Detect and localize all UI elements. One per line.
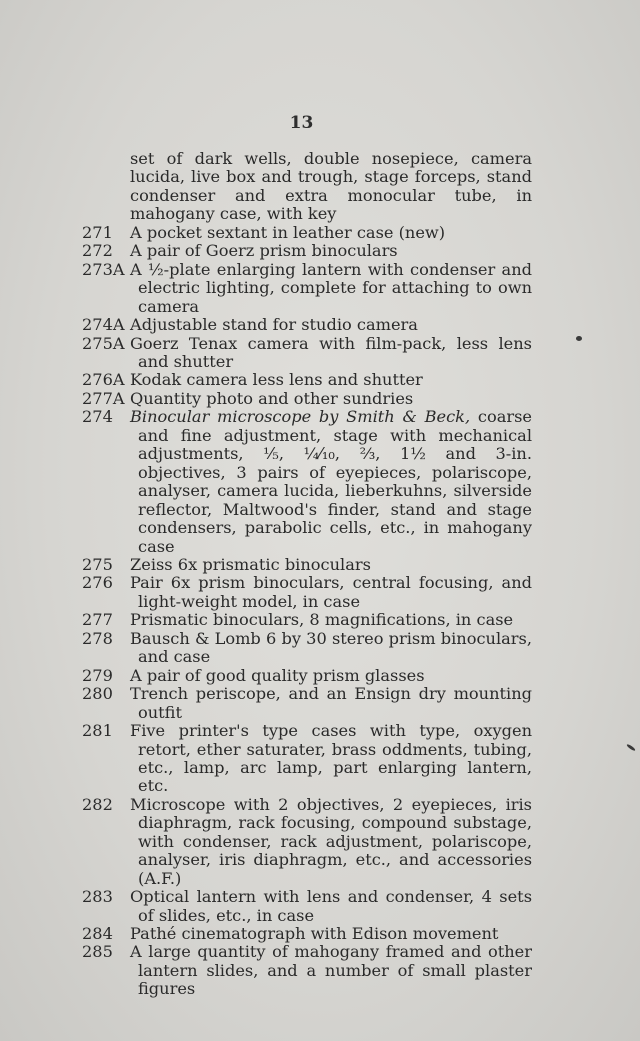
lot-description: Goerz Tenax camera with film-pack, less lens and shutter	[130, 333, 532, 371]
list-item	[82, 722, 532, 796]
list-item	[82, 943, 532, 998]
lot-number: 271	[82, 222, 113, 242]
paper-speck	[576, 336, 582, 341]
list-item	[82, 630, 532, 667]
lot-number: 275	[82, 554, 113, 574]
lot-description: Pathé cinematograph with Edison movement	[130, 924, 499, 944]
lot-number: 283	[82, 887, 113, 907]
list-item	[82, 796, 532, 888]
lot-description: Optical lantern with lens and condenser, 4 sets of slides, etc., in case	[130, 887, 532, 925]
lot-description: A pocket sextant in leather case (new)	[130, 222, 446, 242]
lot-description: A pair of Goerz prism binoculars	[130, 241, 398, 261]
list-item	[82, 611, 532, 629]
lot-description: Microscope with 2 objectives, 2 eyepieces, iris diaphragm, rack focusing, compound substage, with condenser, rack adjustment, polariscope, analyser, iris diaphragm, etc., and accessories (A.F.)	[130, 794, 532, 888]
list-item	[82, 335, 532, 372]
list-item	[82, 408, 532, 556]
list-item	[82, 390, 532, 408]
lot-title: Binocular microscope by Smith & Beck,	[130, 407, 471, 427]
lot-number: 277A	[82, 388, 125, 408]
lot-number: 272	[82, 241, 113, 261]
lot-description: set of dark wells, double nosepiece, camera lucida, live box and trough, stage forceps, stand condenser and extra monocular tube, in mahogany case, with key	[130, 149, 532, 224]
list-item	[82, 556, 532, 574]
lot-number: 276	[82, 573, 113, 593]
list-item	[82, 685, 532, 722]
lot-number: 282	[82, 794, 113, 814]
lot-description: Zeiss 6x prismatic binoculars	[130, 554, 371, 574]
lot-description: Kodak camera less lens and shutter	[130, 370, 423, 390]
lot-number: 280	[82, 684, 113, 704]
lot-number: 279	[82, 665, 113, 685]
list-item	[82, 888, 532, 925]
lot-number: 277	[82, 610, 113, 630]
list-item	[82, 150, 532, 224]
list-item	[82, 574, 532, 611]
list-item	[82, 371, 532, 389]
list-item	[82, 261, 532, 316]
paper-speck	[626, 743, 636, 751]
lot-number: 285	[82, 942, 113, 962]
lot-description: Bausch & Lomb 6 by 30 stereo prism binoculars, and case	[130, 628, 532, 667]
lot-description: Prismatic binoculars, 8 magnifications, in case	[130, 610, 514, 630]
lot-number: 276A	[82, 370, 125, 390]
lot-list	[82, 150, 532, 999]
lot-description: A ½-plate enlarging lantern with condenser and electric lighting, complete for attaching to own camera	[130, 259, 532, 316]
lot-description: Pair 6x prism binoculars, central focusing, and light-weight model, in case	[130, 573, 532, 611]
lot-description: Five printer's type cases with type, oxygen retort, ether saturater, brass oddments, tubing, etc., lamp, arc lamp, part enlarging lantern, etc.	[130, 721, 532, 796]
lot-description: A pair of good quality prism glasses	[130, 665, 425, 685]
lot-details: coarse and fine adjustment, stage with mechanical adjustments, ⅕, ¼⁄₁₀, ⅔, 1½ and 3-in. objectives, 3 pairs of eyepieces, polariscope, analyser, camera lucida, lieberkuhns, silverside reflector, Maltwood's finder, stand and stage condensers, parabolic cells, etc., in mahogany case	[138, 407, 532, 556]
lot-number: 275A	[82, 333, 125, 353]
lot-description: Adjustable stand for studio camera	[130, 315, 418, 335]
lot-number: 278	[82, 628, 113, 648]
lot-number: 273A	[82, 259, 125, 279]
list-item	[82, 316, 532, 334]
page-number: 13	[289, 113, 314, 133]
lot-number: 284	[82, 924, 113, 944]
lot-description: Trench periscope, and an Ensign dry mounting outfit	[130, 684, 532, 722]
lot-number: 274A	[82, 315, 125, 335]
list-item	[82, 242, 532, 260]
lot-description: A large quantity of mahogany framed and other lantern slides, and a number of small plaster figures	[130, 942, 532, 999]
lot-number: 274	[82, 407, 113, 427]
list-item	[82, 224, 532, 242]
lot-description	[130, 408, 532, 556]
lot-number: 281	[82, 721, 113, 741]
lot-description: Quantity photo and other sundries	[130, 388, 414, 408]
list-item	[82, 925, 532, 943]
list-item	[82, 667, 532, 685]
